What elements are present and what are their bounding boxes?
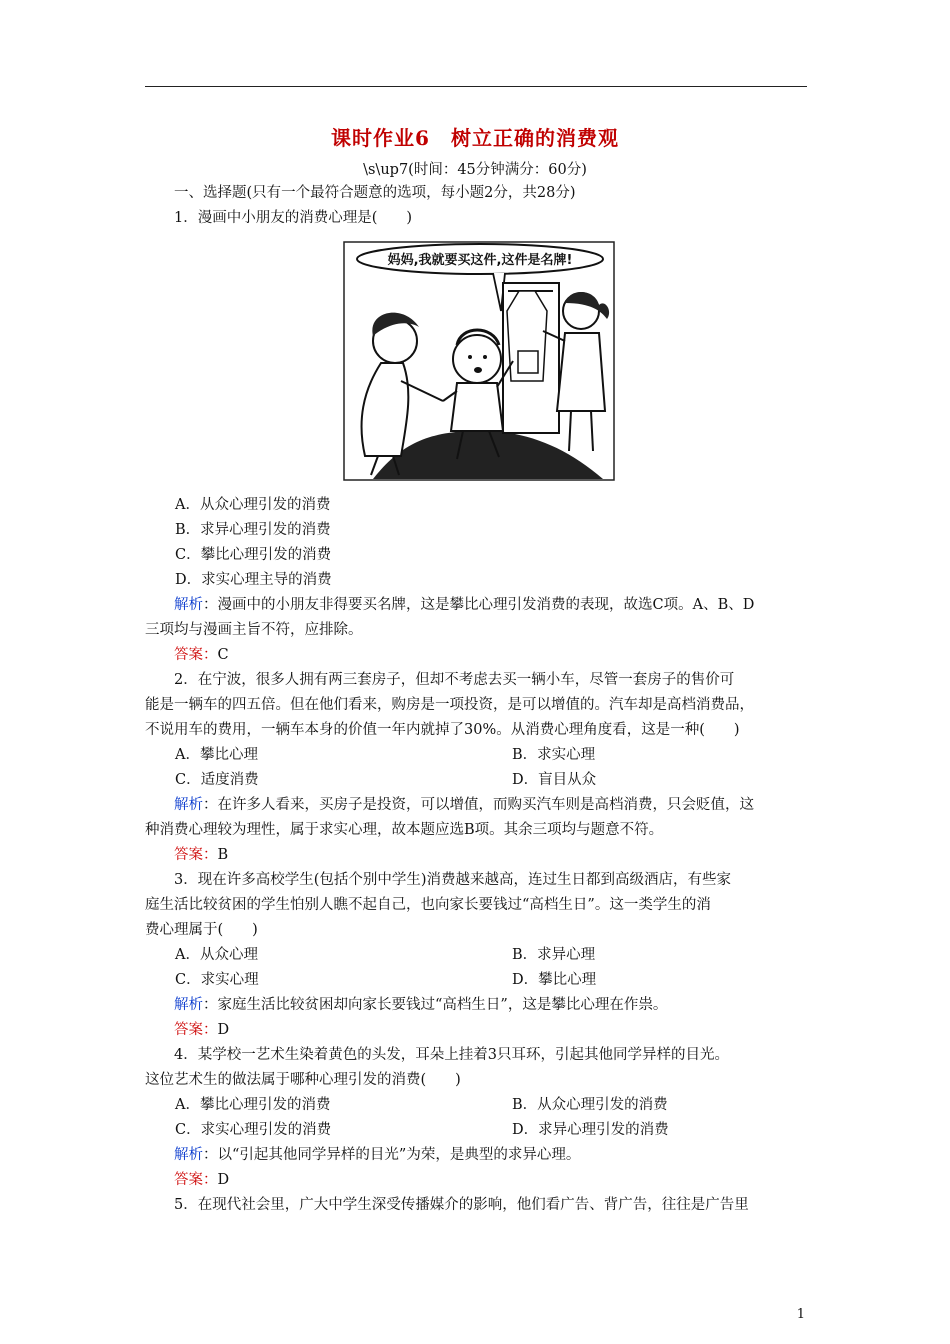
q2-analysis-cont: 种消费心理较为理性，属于求实心理，故本题应选B项。其余三项均与题意不符。 [145,822,664,838]
page-number: 1 [796,1307,805,1322]
cartoon-illustration [343,241,615,481]
q5-stem-1: 5．在现代社会里，广大中学生深受传播媒介的影响，他们看广告、背广告，往往是广告里 [174,1197,749,1213]
q4-stem-1: 4．某学校一艺术生染着黄色的头发，耳朵上挂着3只耳环，引起其他同学异样的目光。 [174,1047,729,1063]
analysis-label: 解析 [174,597,203,613]
q4-option-c: C．求实心理引发的消费 [175,1122,332,1138]
q3-option-d: D．攀比心理 [512,972,597,988]
q2-option-d: D．盲目从众 [512,772,597,788]
q4-option-b: B．从众心理引发的消费 [512,1097,668,1113]
answer-label: 答案： [174,647,218,663]
q2-stem-2: 能是一辆车的四五倍。但在他们看来，购房是一项投资，是可以增值的。汽车却是高档消费品， [145,697,754,713]
answer-label: 答案： [174,1022,218,1038]
q3-option-c: C．求实心理 [175,972,259,988]
q2-stem-3: 不说用车的费用，一辆车本身的价值一年内就掉了30%。从消费心理角度看，这是一种( ) [145,722,740,738]
q2-option-b: B．求实心理 [512,747,596,763]
q3-option-a: A．从众心理 [175,947,258,963]
q4-option-a: A．攀比心理引发的消费 [175,1097,331,1113]
q3-answer: 答案：D [174,1022,230,1038]
q2-option-a: A．攀比心理 [175,747,258,763]
q2-answer: 答案：B [174,847,229,863]
answer-label: 答案： [174,847,218,863]
analysis-label: 解析 [174,997,203,1013]
page-subtitle: \s\up7(时间：45分钟满分：60分) [363,162,587,178]
q4-answer: 答案：D [174,1172,230,1188]
q2-option-c: C．适度消费 [175,772,259,788]
q1-option-c: C．攀比心理引发的消费 [175,547,332,563]
answer-label: 答案： [174,1172,218,1188]
analysis-label: 解析 [174,797,203,813]
q4-analysis: 解析：以“引起其他同学异样的目光”为荣，是典型的求异心理。 [174,1147,581,1163]
q3-stem-3: 费心理属于( ) [145,922,258,938]
q3-stem-2: 庭生活比较贫困的学生怕别人瞧不起自己，也向家长要钱过“高档生日”。这一类学生的消 [145,897,711,913]
q1-option-d: D．求实心理主导的消费 [175,572,332,588]
q3-analysis: 解析：家庭生活比较贫困却向家长要钱过“高档生日”，这是攀比心理在作祟。 [174,997,668,1013]
q3-stem-1: 3．现在许多高校学生(包括个别中学生)消费越来越高，连过生日都到高级酒店，有些家 [174,872,732,888]
q4-option-d: D．求异心理引发的消费 [512,1122,669,1138]
q1-option-b: B．求异心理引发的消费 [175,522,331,538]
q4-stem-2: 这位艺术生的做法属于哪种心理引发的消费( ) [145,1072,461,1088]
q1-analysis: 解析：漫画中的小朋友非得要买名牌，这是攀比心理引发消费的表现，故选C项。A、B、D [174,597,755,613]
analysis-label: 解析 [174,1147,203,1163]
speech-text: 妈妈,我就要买这件,这件是名牌! [387,253,573,268]
section-heading: 一、选择题(只有一个最符合题意的选项，每小题2分，共28分) [174,185,576,201]
q1-analysis-cont: 三项均与漫画主旨不符，应排除。 [145,622,363,638]
q2-stem-1: 2．在宁波，很多人拥有两三套房子，但却不考虑去买一辆小车，尽管一套房子的售价可 [174,672,735,688]
q2-analysis: 解析：在许多人看来，买房子是投资，可以增值，而购买汽车则是高档消费，只会贬值，这 [174,797,754,813]
q1-option-a: A．从众心理引发的消费 [175,497,331,513]
q3-option-b: B．求异心理 [512,947,596,963]
q1-answer: 答案：C [174,647,229,663]
header-rule [145,86,807,87]
page-title: 课时作业6 树立正确的消费观 [331,126,619,150]
q1-stem: 1．漫画中小朋友的消费心理是( ) [174,210,413,226]
